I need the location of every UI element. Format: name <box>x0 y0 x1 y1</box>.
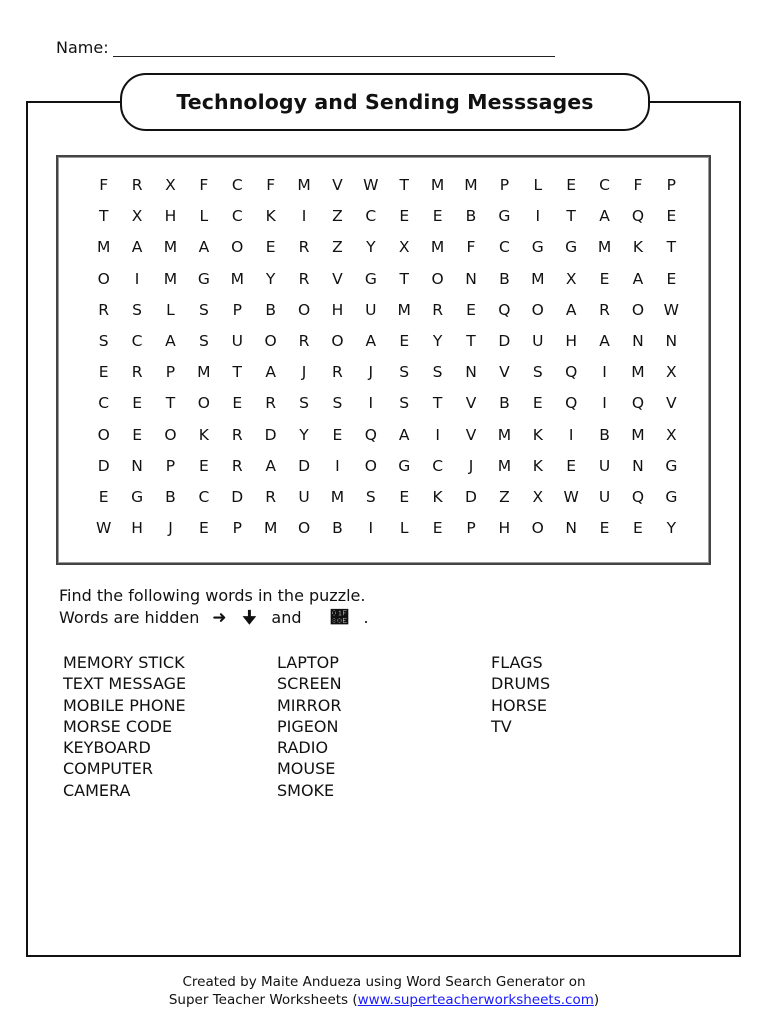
grid-letter[interactable]: O <box>364 456 377 475</box>
word-list-item: CAMERA <box>63 780 131 800</box>
grid-letter[interactable]: P <box>165 456 176 475</box>
word-list-item: MOBILE PHONE <box>63 695 186 715</box>
grid-letter[interactable]: H <box>331 300 344 319</box>
grid-letter[interactable]: Y <box>666 519 677 538</box>
word-list-item: LAPTOP <box>277 653 339 672</box>
grid-letter[interactable]: Q <box>565 363 578 382</box>
grid-letter[interactable]: A <box>265 456 276 475</box>
grid-letter[interactable]: W <box>96 519 112 538</box>
word-list-item: TV <box>491 716 512 736</box>
grid-letter[interactable]: W <box>363 176 379 194</box>
grid-letter[interactable]: I <box>568 425 574 444</box>
word-list-item: MIRROR <box>277 695 342 715</box>
grid-letter[interactable]: O <box>197 394 210 413</box>
grid-letter[interactable]: M <box>263 519 278 538</box>
grid-letter[interactable]: G <box>398 456 411 475</box>
grid-letter[interactable]: P <box>232 300 242 319</box>
grid-letter[interactable]: C <box>599 176 610 194</box>
grid-letter[interactable]: I <box>435 425 440 444</box>
grid-letter[interactable]: S <box>198 331 209 350</box>
grid-letter[interactable]: R <box>332 363 343 382</box>
grid-letter[interactable]: E <box>666 207 677 226</box>
grid-letter[interactable]: G <box>364 269 377 288</box>
grid-letter[interactable]: X <box>532 487 544 506</box>
grid-letter[interactable]: J <box>468 456 474 475</box>
grid-letter[interactable]: V <box>465 394 477 413</box>
grid-letter[interactable]: T <box>666 238 677 257</box>
word-list-column-1 <box>63 652 186 801</box>
grid-letter[interactable]: T <box>399 176 409 194</box>
grid-letter[interactable]: K <box>632 238 644 257</box>
grid-letter[interactable]: D <box>264 425 277 444</box>
grid-letter[interactable]: S <box>299 394 309 413</box>
grid-letter[interactable]: L <box>533 176 543 194</box>
grid-letter[interactable]: S <box>532 363 543 382</box>
grid-letter[interactable]: G <box>498 207 511 226</box>
grid-letter[interactable]: G <box>197 269 210 288</box>
word-list-item: MOUSE <box>277 759 336 779</box>
grid-letter[interactable]: S <box>198 300 209 319</box>
grid-letter[interactable]: R <box>231 456 243 475</box>
grid-letter[interactable]: F <box>266 176 276 194</box>
grid-letter[interactable]: O <box>264 331 277 350</box>
grid-letter[interactable]: C <box>98 394 110 413</box>
grid-letter[interactable]: L <box>166 300 175 319</box>
grid-letter[interactable]: O <box>431 269 444 288</box>
grid-letter[interactable]: D <box>231 487 244 506</box>
grid-letter[interactable]: P <box>232 519 242 538</box>
grid-letter[interactable]: F <box>199 176 209 194</box>
name-row <box>56 38 555 57</box>
grid-letter[interactable]: K <box>532 425 543 444</box>
grid-letter[interactable]: N <box>131 456 143 475</box>
grid-letter[interactable]: R <box>131 363 143 382</box>
word-list-item: PIGEON <box>277 716 339 736</box>
grid-letter[interactable]: E <box>566 176 577 194</box>
grid-letter[interactable]: O <box>331 331 344 350</box>
word-list-item: HORSE <box>491 695 548 715</box>
grid-letter[interactable]: C <box>131 331 143 350</box>
grid-letter[interactable]: Q <box>498 300 511 319</box>
grid-letter[interactable]: E <box>132 394 142 413</box>
grid-letter[interactable]: E <box>98 363 109 382</box>
grid-letter[interactable]: V <box>332 269 343 288</box>
grid-letter[interactable]: T <box>232 363 242 382</box>
grid-letter[interactable]: M <box>430 176 445 194</box>
grid-letter[interactable]: M <box>297 176 311 194</box>
grid-letter[interactable]: B <box>332 519 343 538</box>
grid-letter[interactable]: N <box>632 331 644 350</box>
grid-letter[interactable]: S <box>132 300 142 319</box>
grid-letter[interactable]: B <box>265 300 276 319</box>
grid-letter[interactable]: Q <box>631 394 645 413</box>
grid-letter[interactable]: M <box>631 425 645 444</box>
grid-letter[interactable]: U <box>298 487 310 506</box>
grid-letter[interactable]: P <box>165 363 176 382</box>
word-list-item: FLAGS <box>491 653 543 672</box>
grid-letter[interactable]: C <box>432 456 444 475</box>
grid-letter[interactable]: Z <box>332 238 343 257</box>
grid-letter[interactable]: G <box>531 238 544 257</box>
grid-letter[interactable]: O <box>531 519 544 538</box>
grid-letter[interactable]: A <box>265 363 276 382</box>
grid-letter[interactable]: F <box>633 176 643 194</box>
grid-letter[interactable]: Z <box>499 487 510 506</box>
grid-letter[interactable]: M <box>464 176 478 194</box>
grid-letter[interactable]: M <box>97 238 111 257</box>
grid-letter[interactable]: C <box>231 176 243 194</box>
grid-letter[interactable]: E <box>399 207 410 226</box>
grid-letter[interactable]: E <box>432 207 443 226</box>
name-label: Name: <box>56 38 109 57</box>
grid-letter[interactable]: U <box>231 331 243 350</box>
grid-letter[interactable]: R <box>231 425 243 444</box>
grid-letter[interactable]: B <box>499 394 510 413</box>
grid-letter[interactable]: H <box>565 331 577 350</box>
grid-letter[interactable]: P <box>466 519 476 538</box>
grid-letter[interactable]: A <box>599 331 610 350</box>
grid-letter[interactable]: T <box>98 207 109 226</box>
grid-letter[interactable]: C <box>231 207 243 226</box>
word-list-item: SCREEN <box>277 674 342 694</box>
word-list-item: MORSE CODE <box>63 716 173 736</box>
grid-letter[interactable]: R <box>265 394 277 413</box>
grid-letter[interactable]: I <box>368 519 374 538</box>
footer-link[interactable]: www.superteacherworksheets.com <box>357 992 594 1008</box>
grid-letter[interactable]: X <box>165 176 176 194</box>
grid-letter[interactable]: A <box>198 238 210 257</box>
grid-letter[interactable]: M <box>397 300 411 319</box>
grid-letter[interactable]: X <box>666 363 677 382</box>
grid-letter[interactable]: S <box>399 394 410 413</box>
arrow-down-right-icon: 🠎 <box>331 608 348 628</box>
grid-letter[interactable]: M <box>330 487 345 506</box>
grid-letter[interactable]: E <box>666 269 677 288</box>
instructions-line-2 <box>59 608 369 628</box>
arrow-right-icon: ➜ <box>212 608 227 628</box>
grid-letter[interactable]: G <box>131 487 144 506</box>
grid-letter[interactable]: E <box>599 269 610 288</box>
grid-letter[interactable]: R <box>599 300 610 319</box>
grid-letter[interactable]: B <box>499 269 510 288</box>
grid-letter[interactable]: D <box>97 456 110 475</box>
grid-letter[interactable]: Q <box>364 425 377 444</box>
grid-letter[interactable]: A <box>165 331 176 350</box>
grid-letter[interactable]: H <box>131 519 143 538</box>
grid-letter[interactable]: I <box>602 363 607 382</box>
grid-letter[interactable]: I <box>535 207 541 226</box>
grid-letter[interactable]: N <box>632 456 644 475</box>
grid-letter[interactable]: V <box>499 363 510 382</box>
grid-letter[interactable]: M <box>163 269 178 288</box>
grid-letter[interactable]: O <box>231 238 244 257</box>
grid-letter[interactable]: R <box>298 238 310 257</box>
grid-letter[interactable]: O <box>97 269 110 288</box>
grid-letter[interactable]: R <box>432 300 443 319</box>
grid-letter[interactable]: X <box>398 238 410 257</box>
page-title: Technology and Sending Messsages <box>120 73 650 131</box>
grid-letter[interactable]: I <box>134 269 140 288</box>
instructions-and: and <box>271 608 302 627</box>
grid-letter[interactable]: V <box>332 176 343 194</box>
grid-letter[interactable]: F <box>466 238 476 257</box>
grid-letter[interactable]: J <box>368 363 374 382</box>
grid-letter[interactable]: M <box>531 269 545 288</box>
grid-letter[interactable]: G <box>665 456 678 475</box>
grid-letter[interactable]: S <box>365 487 376 506</box>
grid-letter[interactable]: J <box>301 363 307 382</box>
grid-letter[interactable]: M <box>197 363 211 382</box>
grid-letter[interactable]: H <box>164 207 177 226</box>
grid-letter[interactable]: E <box>599 519 610 538</box>
grid-letter[interactable]: E <box>332 425 343 444</box>
instructions-line-1: Find the following words in the puzzle. <box>59 586 366 605</box>
grid-letter[interactable]: O <box>164 425 177 444</box>
grid-letter[interactable]: E <box>432 519 443 538</box>
grid-letter[interactable]: Y <box>432 331 443 350</box>
word-list-column-3 <box>491 652 550 737</box>
grid-letter[interactable]: L <box>199 207 209 226</box>
word-list-item: TEXT MESSAGE <box>63 674 187 694</box>
grid-letter[interactable]: M <box>597 238 612 257</box>
grid-letter[interactable]: E <box>399 331 410 350</box>
grid-letter[interactable]: T <box>566 207 576 226</box>
grid-letter[interactable]: Y <box>366 238 376 257</box>
grid-letter[interactable]: X <box>565 269 577 288</box>
grid-letter[interactable]: G <box>565 238 578 257</box>
grid-letter[interactable]: S <box>432 363 443 382</box>
grid-letter[interactable]: A <box>565 300 577 319</box>
word-list-item: KEYBOARD <box>63 738 151 758</box>
grid-letter[interactable]: C <box>365 207 377 226</box>
grid-letter[interactable]: I <box>301 207 307 226</box>
grid-letter[interactable]: E <box>198 519 209 538</box>
grid-letter[interactable]: E <box>232 394 243 413</box>
grid-letter[interactable]: T <box>165 394 176 413</box>
grid-letter[interactable]: A <box>131 238 143 257</box>
grid-letter[interactable]: D <box>298 456 310 475</box>
arrow-down-icon: 🠋 <box>242 608 257 628</box>
grid-letter[interactable]: V <box>666 394 677 413</box>
grid-letter[interactable]: K <box>532 456 543 475</box>
grid-letter[interactable]: K <box>432 487 443 506</box>
grid-letter[interactable]: X <box>666 425 677 444</box>
grid-letter[interactable]: A <box>632 269 644 288</box>
grid-letter[interactable]: M <box>163 238 178 257</box>
grid-letter[interactable]: O <box>631 300 645 319</box>
footer-source-prefix: Super Teacher Worksheets ( <box>168 992 358 1008</box>
grid-letter[interactable]: X <box>131 207 143 226</box>
grid-letter[interactable]: R <box>298 331 310 350</box>
grid-letter[interactable]: U <box>532 331 544 350</box>
word-list-item: SMOKE <box>277 780 335 800</box>
grid-letter[interactable]: W <box>563 487 579 506</box>
grid-letter[interactable]: R <box>98 300 110 319</box>
grid-letter[interactable]: E <box>132 425 142 444</box>
word-list-column-2 <box>277 652 342 801</box>
footer-source <box>0 991 768 1009</box>
word-list-item: DRUMS <box>491 674 551 694</box>
grid-letter[interactable]: O <box>297 300 311 319</box>
grid-letter[interactable]: O <box>297 519 311 538</box>
grid-letter[interactable]: M <box>430 238 445 257</box>
footer-source-suffix: ) <box>593 992 600 1008</box>
grid-letter[interactable]: D <box>498 331 511 350</box>
grid-letter[interactable]: F <box>99 176 109 194</box>
grid-letter[interactable]: W <box>663 300 679 319</box>
name-blank-line[interactable] <box>113 40 555 57</box>
grid-letter[interactable]: D <box>465 487 477 506</box>
grid-letter[interactable]: M <box>230 269 244 288</box>
grid-letter[interactable]: Z <box>332 207 343 226</box>
grid-letter[interactable]: T <box>399 269 409 288</box>
grid-letter[interactable]: G <box>665 487 678 506</box>
word-search-grid <box>87 170 687 544</box>
grid-letter[interactable]: R <box>131 176 143 194</box>
grid-letter[interactable]: R <box>265 487 277 506</box>
footer-credit: Created by Maite Andueza using Word Search Generator on <box>182 974 586 990</box>
word-list-item: MEMORY STICK <box>63 653 185 672</box>
grid-letter[interactable]: N <box>565 519 577 538</box>
grid-letter[interactable]: P <box>499 176 510 194</box>
grid-letter[interactable]: O <box>97 425 110 444</box>
grid-letter[interactable]: C <box>498 238 510 257</box>
instructions-period: . <box>363 608 369 627</box>
grid-letter[interactable]: T <box>466 331 476 350</box>
grid-letter[interactable]: P <box>666 176 677 194</box>
grid-letter[interactable]: A <box>365 331 377 350</box>
grid-letter[interactable]: Q <box>565 394 578 413</box>
grid-letter[interactable]: Q <box>631 207 645 226</box>
grid-letter[interactable]: K <box>265 207 276 226</box>
grid-letter[interactable]: U <box>365 300 377 319</box>
grid-letter[interactable]: E <box>399 487 410 506</box>
grid-letter[interactable]: I <box>368 394 374 413</box>
grid-letter[interactable]: A <box>599 207 610 226</box>
word-list-item: COMPUTER <box>63 759 153 779</box>
grid-letter[interactable]: E <box>466 300 476 319</box>
grid-letter[interactable]: T <box>432 394 443 413</box>
instructions-prefix: Words are hidden <box>59 608 200 627</box>
grid-letter[interactable]: E <box>532 394 543 413</box>
grid-letter[interactable]: E <box>198 456 209 475</box>
grid-letter[interactable]: M <box>497 425 512 444</box>
grid-letter[interactable]: I <box>602 394 607 413</box>
grid-letter[interactable]: Q <box>631 487 645 506</box>
grid-letter[interactable]: H <box>498 519 511 538</box>
grid-letter[interactable]: S <box>98 331 109 350</box>
grid-letter[interactable]: L <box>399 519 409 538</box>
grid-letter[interactable]: V <box>465 425 477 444</box>
grid-letter[interactable]: R <box>298 269 310 288</box>
grid-letter[interactable]: M <box>631 363 645 382</box>
grid-letter[interactable]: S <box>332 394 343 413</box>
grid-letter[interactable]: A <box>398 425 410 444</box>
grid-letter[interactable]: I <box>335 456 340 475</box>
grid-letter[interactable]: Y <box>299 425 309 444</box>
grid-letter[interactable]: O <box>531 300 544 319</box>
grid-letter[interactable]: N <box>665 331 678 350</box>
grid-letter[interactable]: Y <box>265 269 276 288</box>
grid-letter[interactable]: N <box>465 269 477 288</box>
grid-letter[interactable]: B <box>465 207 477 226</box>
grid-letter[interactable]: B <box>165 487 176 506</box>
grid-letter[interactable]: B <box>599 425 610 444</box>
grid-letter[interactable]: M <box>497 456 512 475</box>
grid-letter[interactable]: S <box>399 363 410 382</box>
grid-letter[interactable]: E <box>566 456 577 475</box>
grid-letter[interactable]: E <box>98 487 109 506</box>
grid-letter[interactable]: U <box>598 487 611 506</box>
word-list-item: RADIO <box>277 738 329 758</box>
grid-letter[interactable]: K <box>198 425 209 444</box>
grid-letter[interactable]: J <box>168 519 173 538</box>
grid-letter[interactable]: E <box>265 238 276 257</box>
grid-letter[interactable]: C <box>198 487 210 506</box>
grid-letter[interactable]: U <box>598 456 611 475</box>
grid-letter[interactable]: E <box>633 519 643 538</box>
grid-letter[interactable]: N <box>465 363 477 382</box>
